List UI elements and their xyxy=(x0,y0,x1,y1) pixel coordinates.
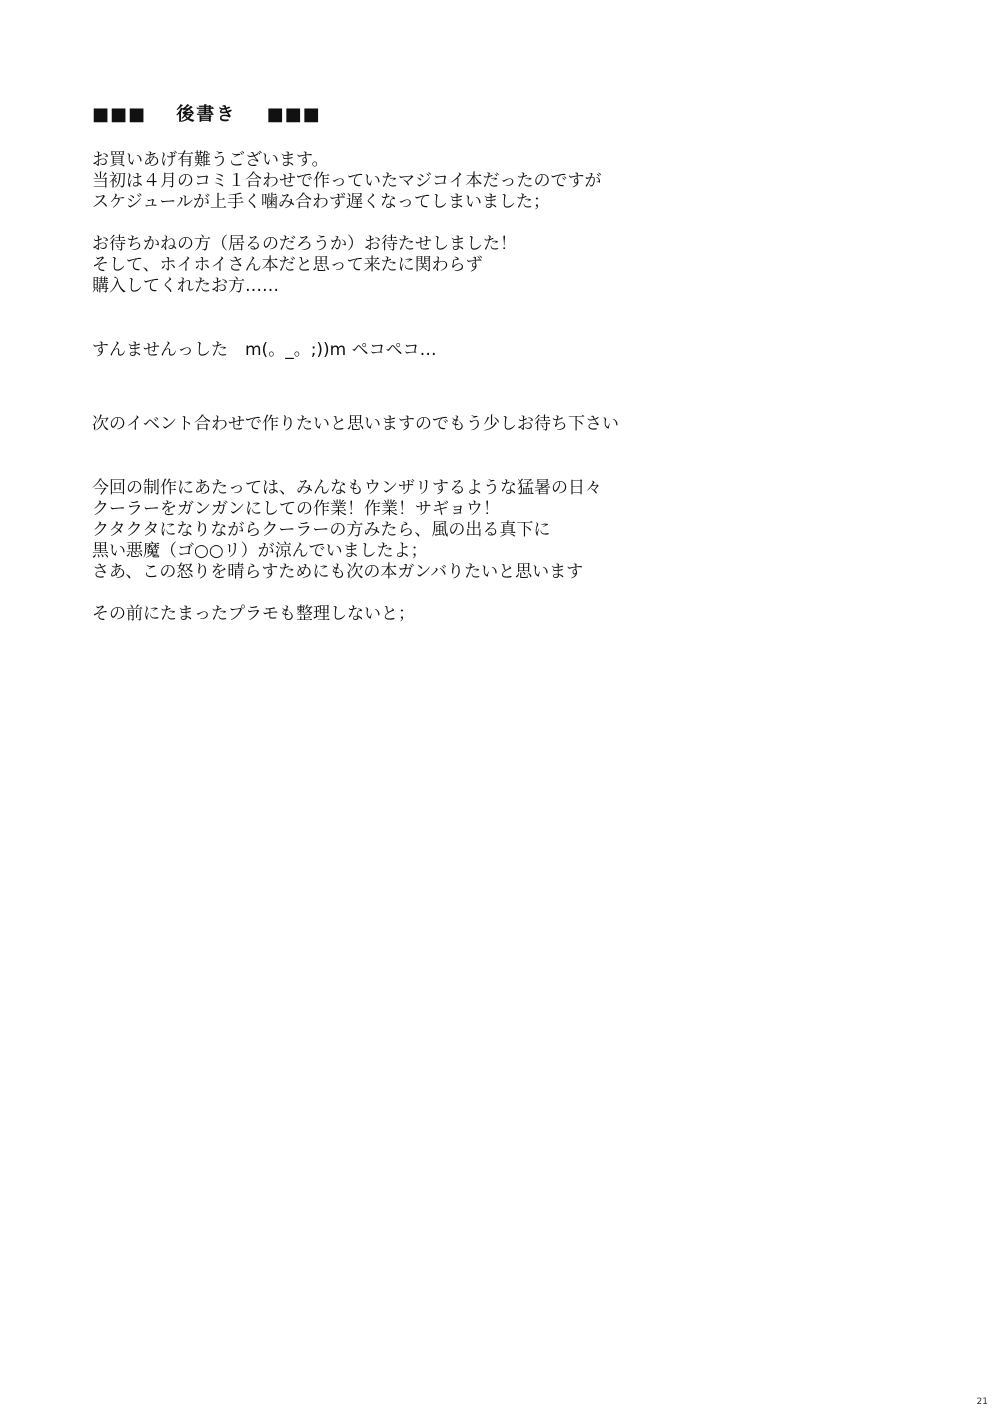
text-line: 黒い悪魔（ゴ○○リ）が涼んでいましたよ； xyxy=(92,541,428,561)
paragraph-apology xyxy=(92,340,912,361)
text-line: お買いあげ有難うございます。 xyxy=(92,150,329,170)
page-number: 21 xyxy=(976,1397,988,1407)
paragraph-next-event xyxy=(92,414,912,435)
text-line: すんませんっした m(。_。;))m ペコペコ… xyxy=(92,340,437,360)
heading-left-marks: ■■■ xyxy=(92,104,147,125)
text-line: お待ちかねの方（居るのだろうか）お待たせしました！ xyxy=(92,234,517,254)
paragraph-waiting xyxy=(92,234,912,297)
paragraph-plamo xyxy=(92,604,912,625)
heading-right-marks: ■■■ xyxy=(266,104,321,125)
text-line: クーラーをガンガンにしての作業！作業！サギョウ！ xyxy=(92,499,500,519)
text-line: 今回の制作にあたっては、みんなもウンザリするような猛暑の日々 xyxy=(92,478,602,498)
paragraph-production xyxy=(92,478,912,583)
paragraph-thanks xyxy=(92,150,912,213)
heading-title: 後書き xyxy=(176,104,237,125)
text-line: 次のイベント合わせで作りたいと思いますのでもう少しお待ち下さい xyxy=(92,414,619,434)
text-line: さあ、この怒りを晴らすためにも次の本ガンバりたいと思います xyxy=(92,562,584,582)
text-line: スケジュールが上手く噛み合わず遅くなってしまいました； xyxy=(92,192,550,212)
text-line: その前にたまったプラモも整理しないと； xyxy=(92,604,415,624)
text-line: 購入してくれたお方…… xyxy=(92,276,279,296)
text-line: そして、ホイホイさん本だと思って来たに関わらず xyxy=(92,255,483,275)
afterword-body xyxy=(92,150,912,625)
text-line: 当初は４月のコミ１合わせで作っていたマジコイ本だったのですが xyxy=(92,171,602,191)
text-line: クタクタになりながらクーラーの方みたら、風の出る真下に xyxy=(92,520,551,540)
afterword-heading xyxy=(92,100,321,126)
